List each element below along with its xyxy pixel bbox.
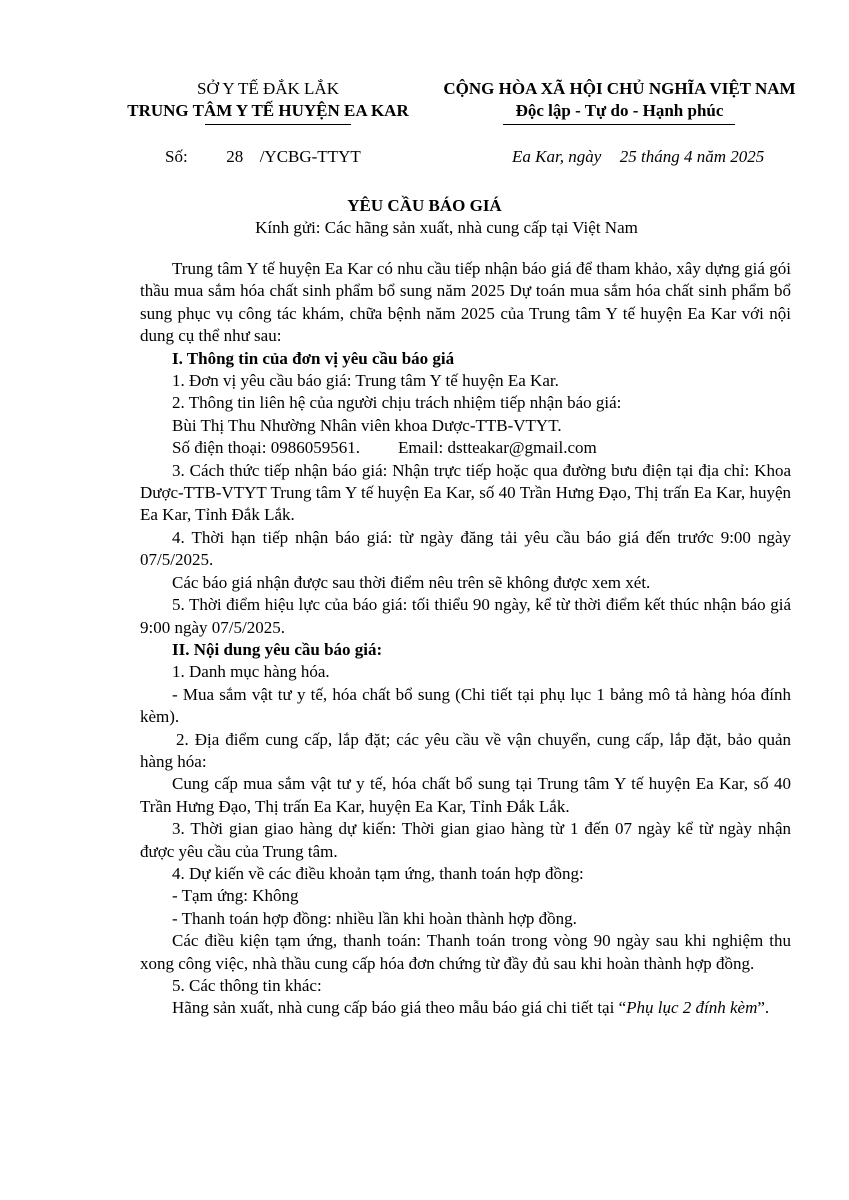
contact-phone: Số điện thoại: 0986059561. bbox=[172, 438, 360, 458]
appendix-reference: Phụ lục 2 đính kèm bbox=[626, 998, 758, 1018]
section-2-item-2: 2. Địa điểm cung cấp, lắp đặt; các yêu cầu về vận chuyển, cung cấp, lắp đặt, bảo quản hàng hóa: bbox=[140, 729, 791, 771]
contact-email: Email: dstteakar@gmail.com bbox=[397, 438, 597, 458]
section-2-item-1: 1. Danh mục hàng hóa. bbox=[172, 662, 330, 682]
issuer-organization: TRUNG TÂM Y TẾ HUYỆN EA KAR bbox=[127, 101, 409, 120]
number-label: Số: bbox=[165, 147, 188, 166]
date-day: 25 bbox=[619, 147, 637, 166]
national-motto-block bbox=[432, 78, 807, 122]
section-2-item-5: 5. Các thông tin khác: bbox=[172, 976, 322, 995]
section-1-item-2: 2. Thông tin liên hệ của người chịu trách nhiệm tiếp nhận báo giá: bbox=[172, 393, 622, 413]
motto-underline bbox=[503, 124, 735, 125]
section-2-item-1-detail: - Mua sắm vật tư y tế, hóa chất bổ sung (Chi tiết tại phụ lục 1 bảng mô tả hàng hóa đính kèm). bbox=[140, 684, 791, 727]
other-info-prefix: Hãng sản xuất, nhà cung cấp báo giá theo mẫu báo giá chi tiết tại “ bbox=[172, 998, 627, 1018]
section-1-item-4: 4. Thời hạn tiếp nhận báo giá: từ ngày đăng tải yêu cầu báo giá đến trước 9:00 ngày 07/5/2025. bbox=[140, 527, 791, 570]
section-2-item-4: 4. Dự kiến về các điều khoản tạm ứng, thanh toán hợp đồng: bbox=[172, 863, 584, 883]
issuer-department: SỞ Y TẾ ĐẮK LẮK bbox=[197, 79, 339, 98]
date-month-year: tháng 4 năm 2025 bbox=[641, 147, 765, 166]
document-body bbox=[140, 258, 791, 1020]
contact-line bbox=[140, 437, 791, 459]
recipient-line: Kính gửi: Các hãng sản xuất, nhà cung cấp tại Việt Nam bbox=[255, 218, 638, 237]
section-1-item-1: 1. Đơn vị yêu cầu báo giá: Trung tâm Y tế huyện Ea Kar. bbox=[172, 371, 559, 391]
place-date bbox=[512, 146, 764, 168]
section-1-item-4-note: Các báo giá nhận được sau thời điểm nêu trên sẽ không được xem xét. bbox=[172, 572, 651, 592]
section-2-item-3: 3. Thời gian giao hàng dự kiến: Thời gian giao hàng từ 1 đến 07 ngày kể từ ngày nhận được yêu cầu của Trung tâm. bbox=[140, 819, 791, 861]
contact-name: Bùi Thị Thu Nhường Nhân viên khoa Dược-TTB-VTYT. bbox=[172, 415, 562, 435]
section-1-item-5: 5. Thời điểm hiệu lực của báo giá: tối thiểu 90 ngày, kể từ thời điểm kết thúc nhận báo giá 9:00 ngày 07/5/2025. bbox=[140, 595, 791, 637]
document-title: YÊU CẦU BÁO GIÁ bbox=[347, 196, 502, 215]
other-info bbox=[140, 997, 791, 1019]
national-motto: Độc lập - Tự do - Hạnh phúc bbox=[515, 101, 724, 120]
number-code: /YCBG-TTYT bbox=[259, 147, 361, 166]
section-1-title: I. Thông tin của đơn vị yêu cầu báo giá bbox=[172, 348, 455, 368]
intro-paragraph: Trung tâm Y tế huyện Ea Kar có nhu cầu tiếp nhận báo giá để tham khảo, xây dựng giá gói thầu mua sắm hóa chất sinh phẩm bổ sung năm 2025 Dự toán mua sắm hóa chất sinh phẩm bổ sung phục vụ công tác khám, chữa bệnh năm 2025 của Trung tâm Y tế huyện Ea Kar với nội dung cụ thể như sau: bbox=[140, 259, 791, 346]
section-2-title: II. Nội dung yêu cầu báo giá: bbox=[172, 639, 383, 659]
section-2-item-2-detail: Cung cấp mua sắm vật tư y tế, hóa chất bổ sung tại Trung tâm Y tế huyện Ea Kar, số 40 Trần Hưng Đạo, Thị trấn Ea Kar, huyện Ea Kar, Tỉnh Đắk Lắk. bbox=[140, 774, 791, 816]
issuer-block bbox=[108, 78, 428, 122]
issuer-underline bbox=[205, 124, 351, 125]
document-number bbox=[165, 146, 361, 168]
payment-conditions: Các điều kiện tạm ứng, thanh toán: Thanh toán trong vòng 90 ngày sau khi nghiệm thu xong công việc, nhà thầu cung cấp hóa đơn chứng từ đầy đủ sau khi hoàn thành hợp đồng. bbox=[140, 931, 791, 973]
section-1-item-3: 3. Cách thức tiếp nhận báo giá: Nhận trực tiếp hoặc qua đường bưu điện tại địa chỉ: Khoa Dược-TTB-VTYT Trung tâm Y tế huyện Ea Kar, số 40 Trần Hưng Đạo, Thị trấn Ea Kar, huyện Ea Kar, Tỉnh Đắk Lắk. bbox=[140, 460, 791, 525]
national-title: CỘNG HÒA XÃ HỘI CHỦ NGHĨA VIỆT NAM bbox=[443, 79, 796, 98]
contract-payment: - Thanh toán hợp đồng: nhiều lần khi hoàn thành hợp đồng. bbox=[172, 908, 577, 928]
advance-payment: - Tạm ứng: Không bbox=[172, 886, 299, 906]
other-info-suffix: ”. bbox=[757, 998, 770, 1018]
number-value: 28 bbox=[226, 147, 244, 166]
place-date-prefix: Ea Kar, ngày bbox=[512, 147, 602, 166]
